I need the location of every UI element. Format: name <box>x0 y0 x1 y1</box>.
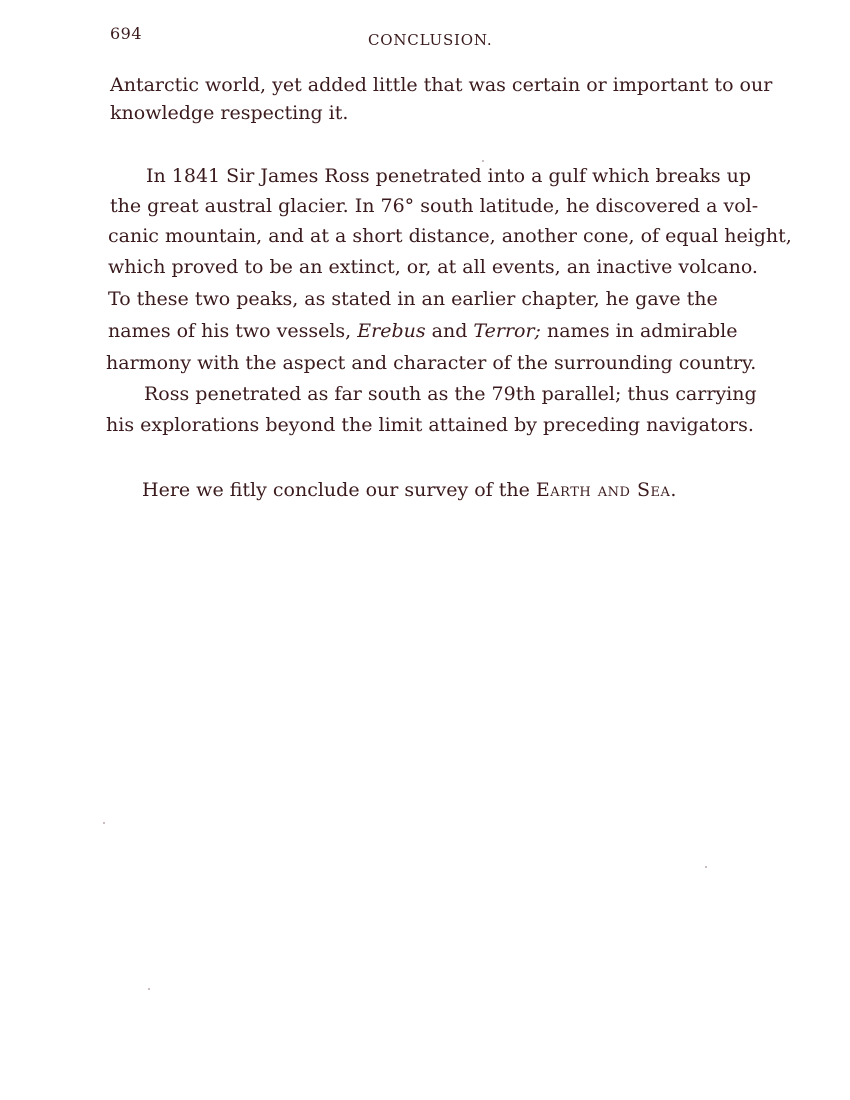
text-line: harmony with the aspect and character of the surrounding country. <box>106 352 757 374</box>
ship-name-terror: Terror; <box>473 320 541 342</box>
text-span: and <box>425 320 474 342</box>
ship-name-erebus: Erebus <box>357 320 426 342</box>
paper-speck <box>482 160 484 162</box>
text-span: Here we fitly conclude our survey of the <box>142 479 536 501</box>
paper-speck <box>103 822 105 824</box>
text-line: In 1841 Sir James Ross penetrated into a gulf which breaks up <box>146 165 752 187</box>
text-span: . <box>670 479 677 501</box>
text-line <box>142 481 676 500</box>
text-line: canic mountain, and at a short distance, another cone, of equal height, <box>108 225 792 247</box>
text-span: names of his two vessels, <box>108 320 358 342</box>
text-line: which proved to be an extinct, or, at all events, an inactive volcano. <box>108 256 758 278</box>
text-line: Ross penetrated as far south as the 79th parallel; thus carrying <box>144 383 757 405</box>
paper-speck <box>148 988 150 990</box>
running-title: CONCLUSION. <box>368 31 493 49</box>
text-line: Antarctic world, yet added little that was certain or important to our <box>110 74 773 96</box>
text-line: the great austral glacier. In 76° south latitude, he discovered a vol- <box>110 195 759 217</box>
text-line: knowledge respecting it. <box>110 102 349 124</box>
paper-speck <box>705 866 707 868</box>
text-line: his explorations beyond the limit attained by preceding navigators. <box>106 414 754 436</box>
text-line <box>108 322 737 341</box>
text-span: names in admirable <box>540 320 738 342</box>
small-caps-title: Earth and Sea <box>535 479 671 501</box>
text-line: To these two peaks, as stated in an earlier chapter, he gave the <box>108 288 718 310</box>
page-number: 694 <box>110 24 143 43</box>
